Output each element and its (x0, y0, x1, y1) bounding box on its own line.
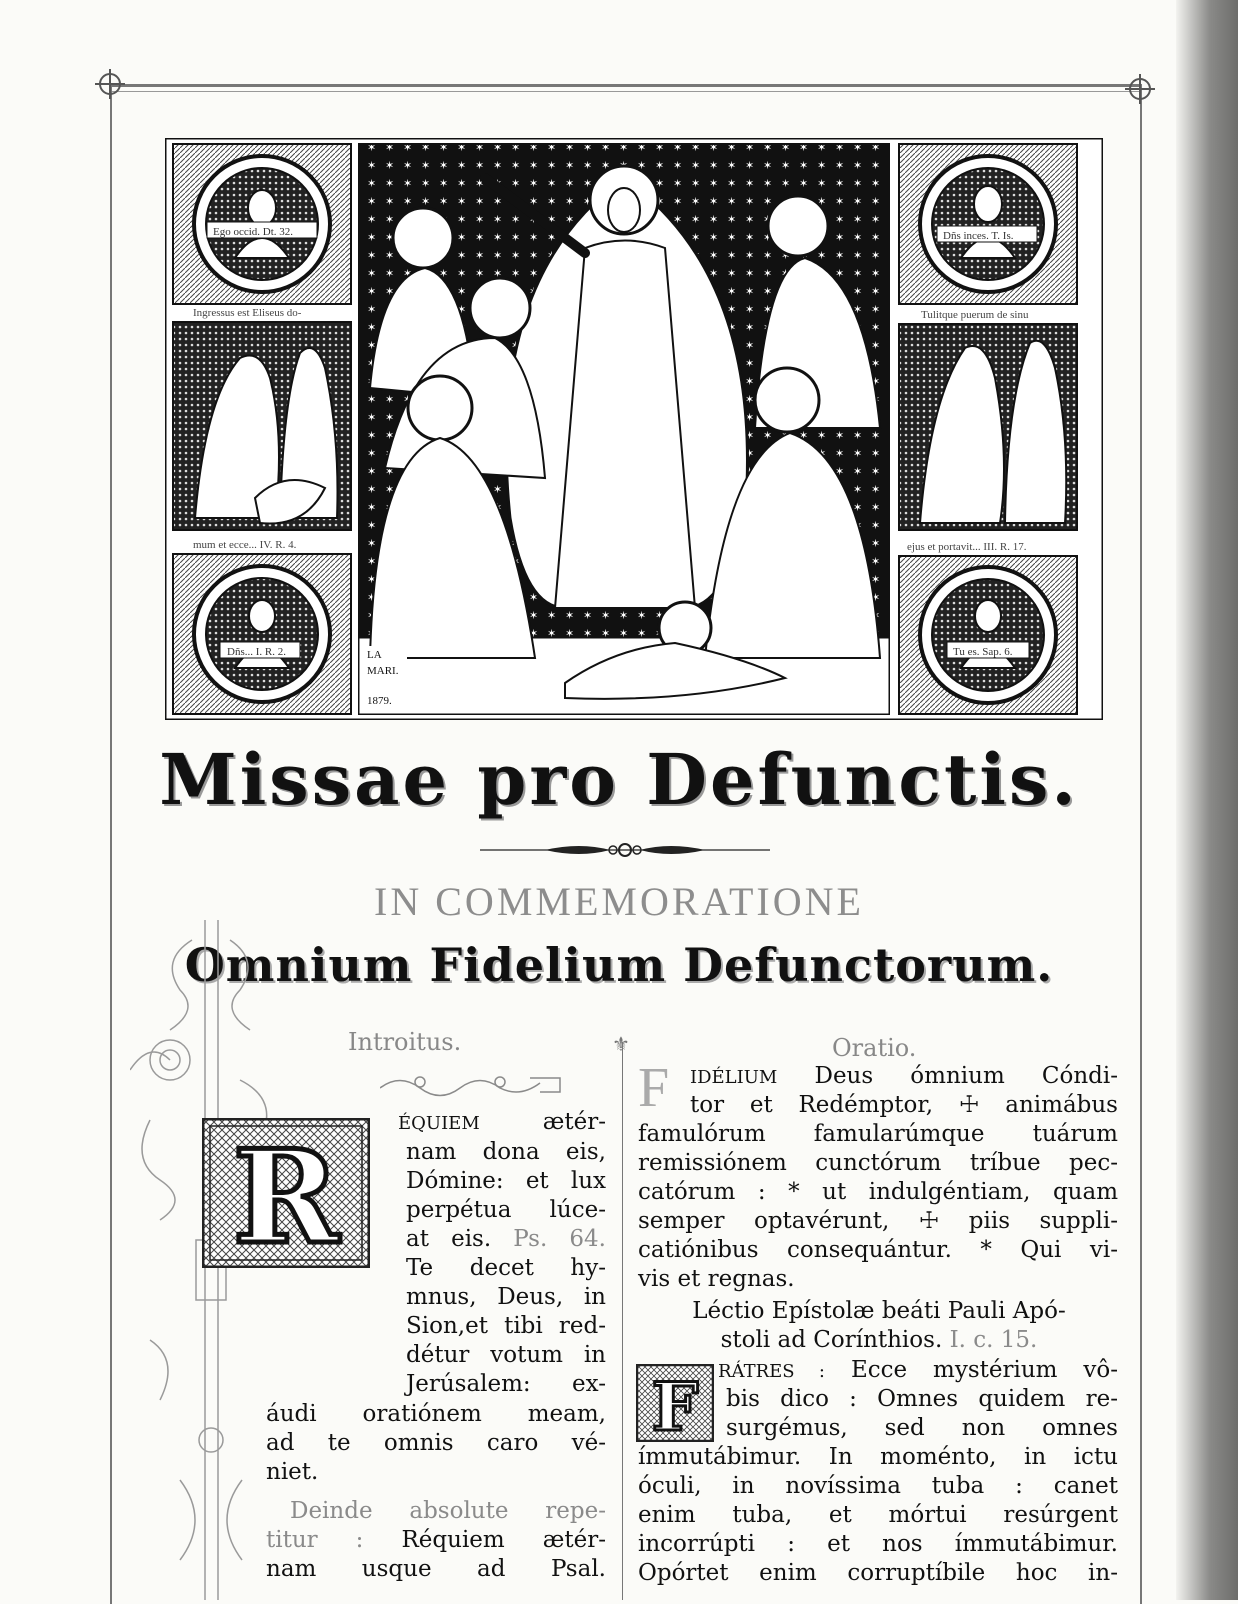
engraving-illustration (165, 138, 1103, 720)
corner-cross-icon (1125, 74, 1155, 104)
epistle-reference: I. c. 15. (949, 1327, 1038, 1353)
lectio-body: bis dico : Omnes quidem re- surgémus, sed non omnes ímmutábimur. In moménto, in ictu óculi, in novíssima tuba : canet enim tuba, et mórtui resúrgent incorrúpti : et nos ímmutábimur. Opórtet enim corruptíbile hoc in- (638, 1386, 1118, 1586)
lectio-heading: Léctio Epístolæ beáti Pauli Apó- stoli ad Corínthios. I. c. 15. (692, 1298, 1066, 1353)
signature-text: MARI. (367, 665, 399, 677)
frame-right-rule (1140, 84, 1142, 1604)
caption: Tulitque puerum de sinu (921, 309, 1029, 321)
dropcap-r-icon (202, 1118, 370, 1268)
dropcap-letter: R (232, 1123, 340, 1268)
fleur-de-lis-icon: ⚜ (612, 1032, 630, 1056)
introitus-first-word: ÉQUIEM (398, 1113, 480, 1134)
frame-left-rule (110, 84, 112, 1604)
introitus-rubric: Deinde absolute repe- titur : Réquiem ætér- nam usque ad Psal. (266, 1498, 606, 1582)
signature-text: LA (367, 649, 382, 661)
introitus-body-cont: áudi oratiónem meam, ad te omnis caro vé- niet. (266, 1401, 606, 1485)
oratio-first-word: IDÉLIUM (690, 1067, 778, 1088)
divider-flourish (480, 840, 770, 860)
column-divider (622, 1042, 623, 1600)
oratio-body: tor et Redémptor, ☩ animábus famulórum famularúmque tuárum remissiónem cunctórum tríbue pec- catórum : * ut indulgéntiam, quam semper optavérunt, ☩ piis suppli- catiónibus consequántur. * Qui vi- vis et regnas. (638, 1092, 1118, 1292)
subtitle: IN COMMEMORATIONE (374, 879, 864, 924)
caption: Ingressus est Eliseus do- (193, 307, 302, 319)
frame-top-rule (110, 84, 1140, 87)
feast-title: Omnium Fidelium Defunctorum. (184, 938, 1054, 992)
signature-year: 1879. (367, 695, 392, 707)
psalm-reference: Ps. 64. (513, 1226, 606, 1252)
caption: mum et ecce... IV. R. 4. (193, 539, 297, 551)
introitus-body: ÉQUIEM ætér- nam dona eis, Dómine: et lux perpétua lúce- at eis. Ps. 64. Te decet hy- mnus, Deus, in Sion,et tibi red- détur votum in Jerúsalem: ex- (398, 1109, 606, 1397)
oratio-heading: Oratio. (832, 1034, 917, 1062)
caption: ejus et portavit... III. R. 17. (907, 541, 1027, 553)
heading-flourish (380, 1068, 570, 1098)
lectio-body-first: RÁTRES : Ecce mystérium vô- (718, 1357, 1118, 1383)
corner-cross-icon (95, 69, 125, 99)
scroll-label: Ego occid. Dt. 32. (213, 226, 294, 238)
frame-top-rule-inner (110, 91, 1140, 92)
lectio-first-word: RÁTRES : (718, 1361, 825, 1382)
dropcap-letter: F (651, 1368, 699, 1442)
introitus-heading: Introitus. (348, 1028, 462, 1056)
oratio-body-first: IDÉLIUM Deus ómnium Cóndi- (690, 1063, 1118, 1089)
scroll-label: Dñs inces. T. Is. (943, 230, 1014, 242)
dropcap-f-letter: F (638, 1057, 670, 1119)
scroll-label: Tu es. Sap. 6. (953, 646, 1013, 658)
scroll-label: Dñs... I. R. 2. (227, 646, 286, 658)
page-title: Missae pro Defunctis. (159, 738, 1079, 821)
